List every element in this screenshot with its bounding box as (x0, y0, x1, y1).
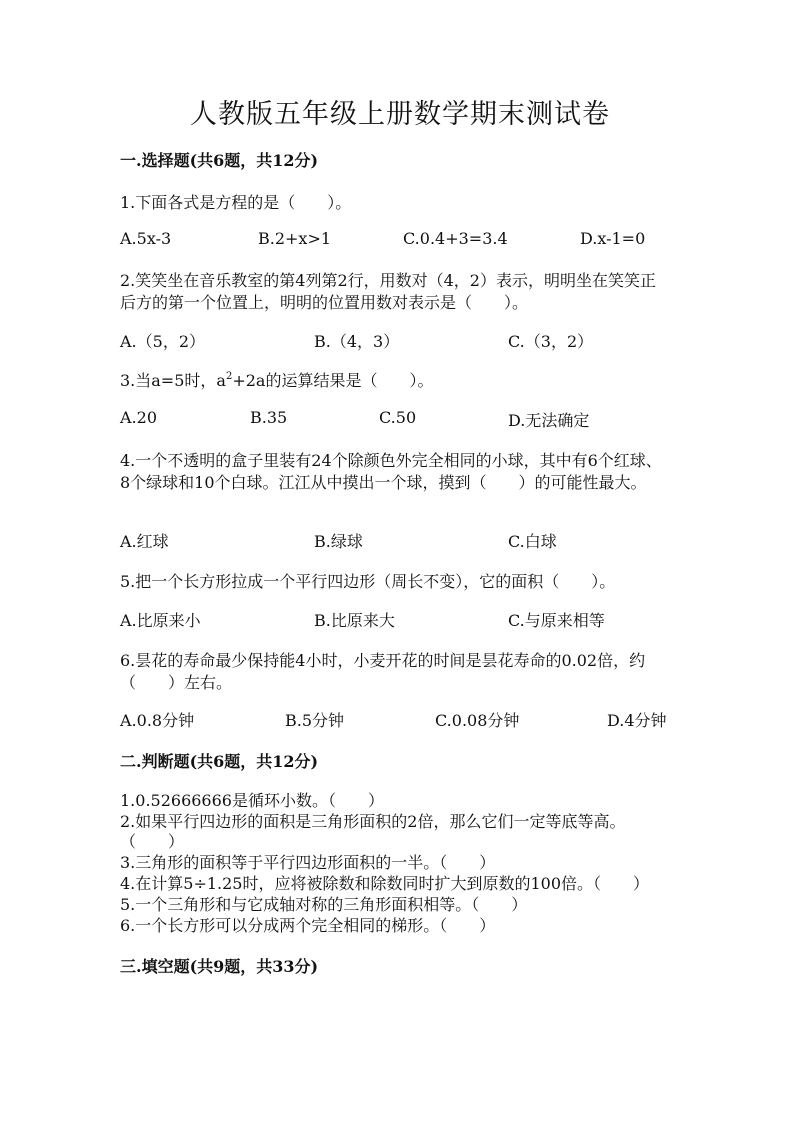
option-c: C.50 (379, 408, 417, 427)
judgment-item: 4.在计算5÷1.25时，应将被除数和除数同时扩大到原数的100倍。（ ） (120, 874, 650, 893)
section-heading-judgment: 二.判断题(共6题，共12分) (120, 752, 319, 771)
judgment-item: 3.三角形的面积等于平行四边形面积的一半。（ ） (120, 853, 496, 872)
option-b: B.2+x>1 (258, 229, 332, 248)
option-a: A.比原来小 (120, 611, 201, 630)
judgment-item: 2.如果平行四边形的面积是三角形面积的2倍，那么它们一定等底等高。 (120, 812, 626, 831)
option-c: C.0.08分钟 (435, 711, 520, 730)
question-text (120, 368, 433, 391)
judgment-item: 6.一个长方形可以分成两个完全相同的梯形。（ ） (120, 916, 496, 935)
option-c: C.与原来相等 (508, 611, 605, 630)
page-title: 人教版五年级上册数学期末测试卷 (190, 99, 610, 130)
option-d: D.x-1=0 (580, 229, 646, 248)
question-text-cont: 后方的第一个位置上，明明的位置用数对表示是（ ）。 (120, 293, 529, 312)
option-d: D.4分钟 (607, 711, 667, 730)
question-text: 2.笑笑坐在音乐教室的第4列第2行，用数对（4，2）表示，明明坐在笑笑正 (120, 271, 656, 290)
option-c: C.白球 (508, 532, 557, 551)
option-c: C.（3，2） (508, 332, 594, 351)
judgment-item: 5.一个三角形和与它成轴对称的三角形面积相等。（ ） (120, 895, 528, 914)
option-a: A.20 (120, 408, 157, 427)
question-text: 5.把一个长方形拉成一个平行四边形（周长不变），它的面积（ ）。 (120, 572, 616, 591)
option-a: A.红球 (120, 532, 169, 551)
option-b: B.5分钟 (285, 711, 345, 730)
option-d: D.无法确定 (508, 411, 590, 430)
option-a: A.0.8分钟 (120, 711, 195, 730)
judgment-item: 1.0.52666666是循环小数。（ ） (120, 791, 384, 810)
question-text-cont: （ ）左右。 (120, 673, 233, 692)
section-heading-fill: 三.填空题(共9题，共33分) (120, 957, 319, 976)
option-b: B.35 (250, 408, 288, 427)
question-text-cont: 8个绿球和10个白球。江江从中摸出一个球，摸到（ ）的可能性最大。 (120, 473, 647, 492)
section-heading-choice: 一.选择题(共6题，共12分) (120, 151, 319, 170)
question-text-part: +2a的运算结果是（ ）。 (232, 371, 434, 390)
option-a: A.5x-3 (120, 229, 172, 248)
question-text: 1.下面各式是方程的是（ ）。 (120, 193, 352, 212)
option-b: B.绿球 (314, 532, 363, 551)
question-text: 6.昙花的寿命最少保持能4小时，小麦开花的时间是昙花寿命的0.02倍，约 (120, 651, 646, 670)
option-c: C.0.4+3=3.4 (403, 229, 508, 248)
judgment-item-cont: （ ） (120, 832, 185, 851)
option-b: B.（4，3） (314, 332, 400, 351)
superscript: 2 (225, 371, 233, 382)
option-b: B.比原来大 (314, 611, 395, 630)
question-text: 4.一个不透明的盒子里装有24个除颜色外完全相同的小球，其中有6个红球、 (120, 451, 662, 470)
option-a: A.（5，2） (120, 332, 206, 351)
question-text-part: 3.当a=5时，a (120, 371, 226, 390)
